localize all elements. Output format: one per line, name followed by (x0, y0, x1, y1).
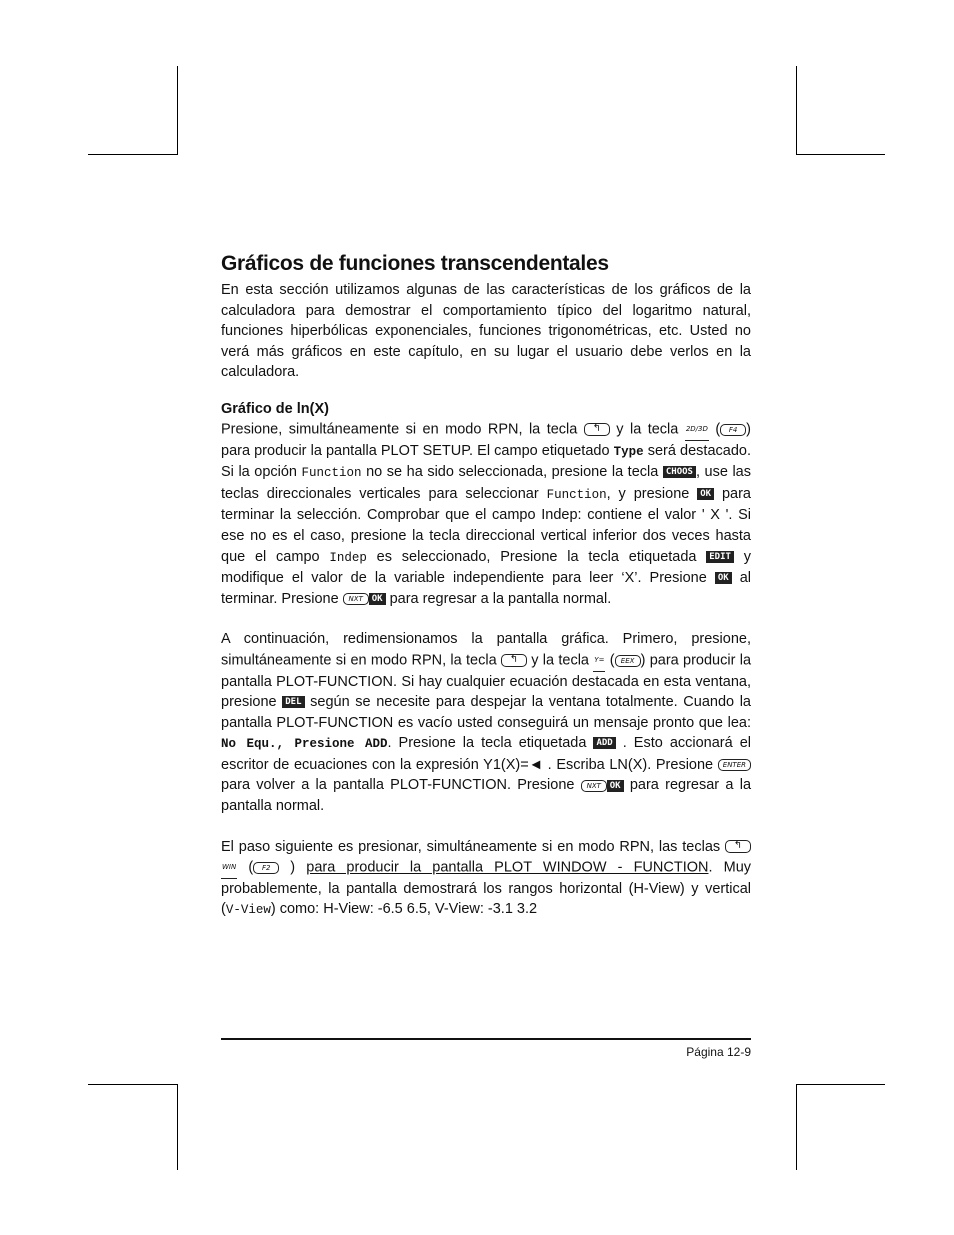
softkey-edit: EDIT (706, 551, 734, 563)
left-shift-key-icon: ↰ (584, 423, 610, 436)
code-function: Function (546, 487, 607, 502)
crop-mark (177, 66, 178, 154)
left-shift-key-icon: ↰ (501, 654, 527, 667)
key-label-win: WIN (221, 857, 237, 879)
code-type: Type (613, 444, 644, 459)
underlined-text: para producir la pantalla PLOT WINDOW - FUNCTION (306, 859, 709, 876)
section-heading: Gráficos de funciones transcendentales (221, 252, 609, 275)
crop-mark (88, 1084, 178, 1085)
crop-mark (796, 154, 885, 155)
code-message: No Equ., Presione ADD (221, 737, 388, 752)
softkey-ok: OK (715, 572, 732, 584)
softkey-add: ADD (593, 737, 615, 749)
subsection-heading: Gráfico de ln(X) (221, 400, 329, 417)
footer-rule (221, 1038, 751, 1040)
nxt-key-icon: NXT (343, 593, 369, 605)
softkey-ok: OK (369, 593, 386, 605)
page-number: Página 12-9 (686, 1045, 751, 1059)
softkey-ok: OK (697, 488, 714, 500)
key-label-2d3d: 2D/3D (685, 419, 709, 441)
crop-mark (796, 66, 797, 154)
code-indep: Indep (329, 550, 367, 565)
crop-mark (796, 1084, 885, 1085)
intro-paragraph: En esta sección utilizamos algunas de las características de los gráficos de la calculadora para demostrar el comportamiento típico del logaritmo natural, funciones hiperbólicas exponenciales, funciones trigonométricas, etc. Usted no verá más gráficos en este capítulo, en su lugar el usuario debe verlos en la calculadora. (221, 282, 751, 381)
f2-key-icon: F2 (253, 862, 279, 874)
eex-key-icon: EEX (615, 655, 641, 667)
paragraph-plot-function: A continuación, redimensionamos la pantalla gráfica. Primero, presione, simultáneamente si en modo RPN, la tecla ↰ y la tecla Y= ( EEX ) para producir la pantalla PLOT-FUNCTION. Si hay cualquier ecuación destacada en esta ventana, presione DEL según se necesite para despejar la ventana totalmente. Cuando la pantalla PLOT-FUNCTION es vacío usted conseguirá un mensaje pronto que lea: No Equ., Presione ADD. Presione la tecla etiquetada ADD . Esto accionará el escritor de ecuaciones con la expresión Y1(X)=◄ . Escriba LN(X). Presione ENTER para volver a la pantalla PLOT-FUNCTION. Presione NXT OK para regresar a la pantalla normal. (221, 631, 752, 815)
enter-key-icon: ENTER (718, 759, 751, 771)
paragraph-plot-window: El paso siguiente es presionar, simultáneamente si en modo RPN, las teclas ↰ WIN ( F2 ) para producir la pantalla PLOT WINDOW - FUNCTION. Muy probablemente, la pantalla demostrará los rangos horizontal (H-View) y vertical (V-View) como: H-View: -6.5 6.5, V-View: -3.1 3.2 (221, 838, 752, 918)
crop-mark (796, 1084, 797, 1170)
page-content (221, 252, 751, 921)
crop-mark (88, 154, 178, 155)
crop-mark (177, 1084, 178, 1170)
paragraph-plot-setup: Presione, simultáneamente si en modo RPN, la tecla ↰ y la tecla 2D/3D ( F4 ) para producir la pantalla PLOT SETUP. El campo etiquetado Type será destacado. Si la opción Function no se ha sido seleccionada, presione la tecla CHOOS , use las teclas direccionales verticales para seleccionar Function, y presione OK para terminar la selección. Comprobar que el campo Indep: contiene el valor ' X '. Si ese no es el caso, presione la tecla direccional vertical inferior dos veces hasta que el campo Indep es seleccionado, Presione la tecla etiquetada EDIT y modifique el valor de la variable independiente para leer ‘X’. Presione OK al terminar. Presione NXT OK para regresar a la pantalla normal. (221, 419, 751, 609)
softkey-choos: CHOOS (663, 466, 696, 478)
code-function: Function (301, 466, 362, 481)
f4-key-icon: F4 (720, 424, 746, 436)
softkey-ok: OK (607, 780, 624, 792)
key-label-yeq: Y= (593, 650, 605, 672)
left-shift-key-icon: ↰ (725, 840, 751, 853)
softkey-del: DEL (282, 696, 304, 708)
nxt-key-icon: NXT (581, 780, 607, 792)
code-vview: V-View (225, 903, 271, 918)
